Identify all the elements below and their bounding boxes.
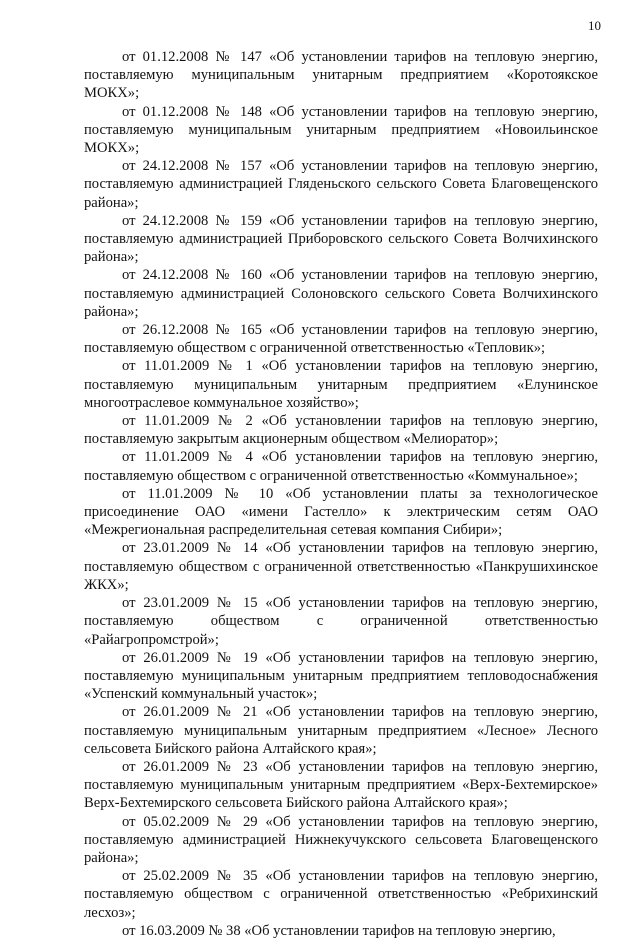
paragraph: от 01.12.2008 № 148 «Об установлении тарифов на тепловую энергию, поставляемую муниципальным унитарным предприятием «Новоильинское МОКХ»;: [84, 103, 598, 157]
paragraph: от 24.12.2008 № 157 «Об установлении тарифов на тепловую энергию, поставляемую администрацией Гляденьского сельского Совета Благовещенского района»;: [84, 158, 598, 211]
paragraph: от 11.01.2009 № 10 «Об установлении платы за технологическое присоединение ОАО «имени Гастелло» к электрическим сетям ОАО «Межрегиональная распределительная сетевая компания Сибири»;: [84, 485, 598, 539]
paragraph: от 24.12.2008 № 159 «Об установлении тарифов на тепловую энергию, поставляемую администрацией Приборовского сельского Совета Волчихинского района»;: [84, 212, 598, 266]
paragraph: от 11.01.2009 № 2 «Об установлении тарифов на тепловую энергию, поставляемую закрытым акционерным обществом «Мелиоратор»;: [84, 413, 598, 448]
paragraph: от 01.12.2008 № 147 «Об установлении тарифов на тепловую энергию, поставляемую муниципальным унитарным предприятием «Коротоякское МОКХ»;: [84, 49, 598, 102]
paragraph: от 26.01.2009 № 23 «Об установлении тарифов на тепловую энергию, поставляемую муниципальным унитарным предприятием «Верх-Бехтемирское» Верх-Бехтемирского сельсовета Бийского района Алтайского края»;: [84, 758, 598, 812]
paragraph: от 23.01.2009 № 14 «Об установлении тарифов на тепловую энергию, поставляемую обществом с ограниченной ответственностью «Панкрушихинское ЖКХ»;: [84, 540, 598, 593]
paragraph: от 23.01.2009 № 15 «Об установлении тарифов на тепловую энергию, поставляемую обществом с ограниченной ответственностью «Райагропромстрой»;: [84, 595, 598, 648]
paragraph: от 11.01.2009 № 1 «Об установлении тарифов на тепловую энергию, поставляемую муниципальным унитарным предприятием «Елунинское многоотраслевое коммунальное хозяйство»;: [84, 358, 598, 411]
paragraph: от 26.12.2008 № 165 «Об установлении тарифов на тепловую энергию, поставляемую обществом с ограниченной ответственностью «Тепловик»;: [84, 322, 598, 357]
paragraph: от 24.12.2008 № 160 «Об установлении тарифов на тепловую энергию, поставляемую администрацией Солоновского сельского Совета Волчихинского района»;: [84, 267, 598, 320]
paragraph: от 25.02.2009 № 35 «Об установлении тарифов на тепловую энергию, поставляемую обществом с ограниченной ответственностью «Ребрихинский лесхоз»;: [84, 868, 598, 921]
paragraph: от 11.01.2009 № 4 «Об установлении тарифов на тепловую энергию, поставляемую обществом с ограниченной ответственностью «Коммунальное»;: [84, 449, 598, 484]
paragraph: от 26.01.2009 № 19 «Об установлении тарифов на тепловую энергию, поставляемую муниципальным унитарным предприятием тепловодоснабжения «Успенский коммунальный участок»;: [84, 649, 598, 703]
document-body: [84, 48, 598, 940]
page-number: 10: [588, 18, 601, 33]
paragraph: от 16.03.2009 № 38 «Об установлении тарифов на тепловую энергию,: [122, 922, 556, 939]
paragraph: от 05.02.2009 № 29 «Об установлении тарифов на тепловую энергию, поставляемую администрацией Нижнекучукского сельсовета Благовещенского района»;: [84, 813, 598, 866]
paragraph: от 26.01.2009 № 21 «Об установлении тарифов на тепловую энергию, поставляемую муниципальным унитарным предприятием «Лесное» Лесного сельсовета Бийского района Алтайского края»;: [84, 704, 598, 757]
